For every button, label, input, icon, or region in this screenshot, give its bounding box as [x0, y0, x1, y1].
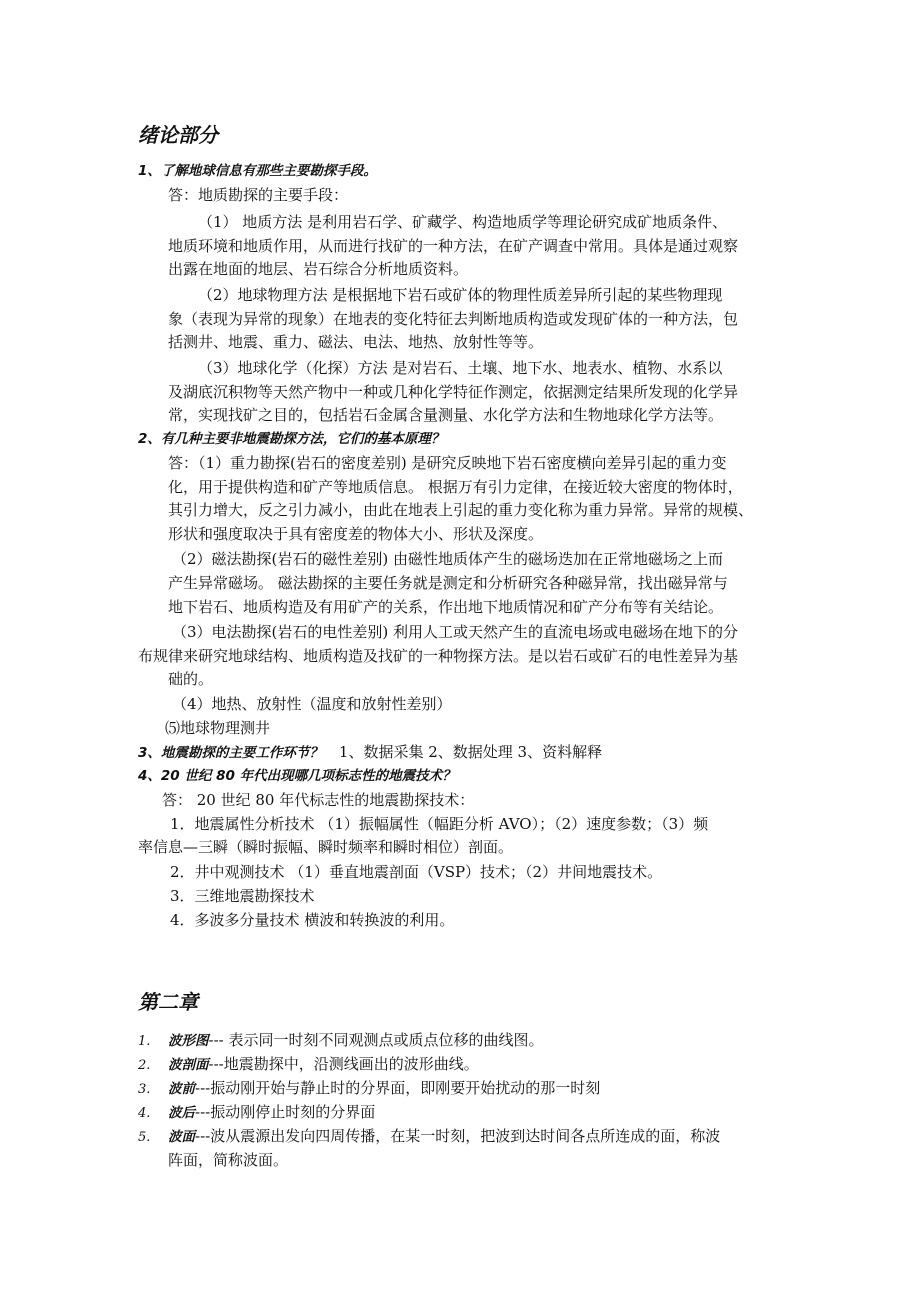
question-number: 3、: [138, 745, 161, 761]
list-item: 3．三维地震勘探技术: [170, 887, 315, 905]
paragraph-line: 率信息—三瞬（瞬时振幅、瞬时频率和瞬时相位）剖面。: [138, 838, 514, 856]
paragraph-line: 常，实现找矿之目的，包括岩石金属含量测量、水化学方法和生物地球化学方法等。: [168, 406, 724, 424]
answer-intro: 答： 20 世纪 80 年代标志性的地震勘探技术：: [162, 791, 475, 809]
paragraph-line: 阵面，简称波面。: [168, 1151, 289, 1169]
paragraph-line: 化，用于提供构造和矿产等地质信息。 根据万有引力定律，在接近较大密度的物体时，: [168, 478, 743, 496]
paragraph-line: 地质环境和地质作用，从而进行找矿的一种方法，在矿产调查中常用。具体是通过观察: [168, 237, 739, 255]
paragraph-line: 答：（1）重力勘探(岩石的密度差别) 是研究反映地下岩石密度横向差异引起的重力变: [168, 454, 727, 472]
paragraph-line: （3）电法勘探(岩石的电性差别) 利用人工或天然产生的直流电场或电磁场在地下的分: [172, 623, 739, 641]
section-title: 第二章: [138, 990, 198, 1014]
paragraph-line: 及湖底沉积物等天然产物中一种或几种化学特征作测定，依据测定结果所发现的化学异: [168, 383, 739, 401]
term-name: 波形图: [168, 1033, 209, 1049]
term-name: 波剖面: [168, 1057, 209, 1073]
question-number: 1、: [138, 163, 161, 179]
list-item: 4．多波多分量技术 横波和转换波的利用。: [170, 911, 455, 929]
question-answer: 1、数据采集 2、数据处理 3、资料解释: [338, 743, 603, 761]
term-definition: ---振动刚开始与静止时的分界面，即刚要开始扰动的那一时刻: [195, 1079, 601, 1097]
paragraph-line: （2）地球物理方法 是根据地下岩石或矿体的物理性质差异所引起的某些物理现: [198, 286, 723, 304]
paragraph-line: 础的。: [168, 670, 214, 688]
paragraph-line: ⑸地球物理测井: [165, 719, 271, 737]
list-item: [138, 1101, 375, 1125]
question-text: 有几种主要非地震勘探方法，它们的基本原理？: [160, 431, 445, 447]
list-item: [138, 1125, 720, 1149]
list-item: [138, 1053, 479, 1077]
paragraph-line: （1） 地质方法 是利用岩石学、矿藏学、构造地质学等理论研究成矿地质条件、: [198, 213, 728, 231]
term-definition: --- 表示同一时刻不同观测点或质点位移的曲线图。: [208, 1031, 544, 1049]
section-title: 绪论部分: [138, 123, 218, 147]
term-definition: ---波从震源出发向四周传播，在某一时刻，把波到达时间各点所连成的面，称波: [195, 1127, 721, 1145]
term-definition: ---振动刚停止时刻的分界面: [195, 1103, 376, 1121]
paragraph-line: 地下岩石、地质构造及有用矿产的关系，作出地下地质情况和矿产分布等有关结论。: [168, 598, 724, 616]
question-heading: [138, 160, 377, 182]
question-heading: [138, 765, 456, 787]
paragraph-line: 其引力增大，反之引力减小，由此在地表上引起的重力变化称为重力异常。异常的规模、: [168, 501, 754, 519]
term-name: 波后: [168, 1105, 195, 1121]
term-name: 波面: [168, 1129, 195, 1145]
answer-intro: 答：地质勘探的主要手段：: [168, 186, 349, 204]
question-heading: [138, 428, 444, 450]
question-heading: [138, 741, 602, 764]
list-item: [138, 1029, 543, 1053]
term-number: 4.: [138, 1106, 151, 1121]
list-item: [138, 1077, 600, 1101]
question-text: 了解地球信息有那些主要勘探手段。: [160, 163, 377, 179]
paragraph-line: 出露在地面的地层、岩石综合分析地质资料。: [168, 260, 469, 278]
paragraph-line: 括测井、地震、重力、磁法、电法、地热、放射性等等。: [168, 333, 544, 351]
paragraph-line: 形状和强度取决于具有密度差的物体大小、形状及深度。: [168, 525, 544, 543]
paragraph-line: 象（表现为异常的现象）在地表的变化特征去判断地质构造或发现矿体的一种方法，包: [168, 310, 739, 328]
term-definition: ---地震勘探中，沿测线画出的波形曲线。: [208, 1055, 479, 1073]
paragraph-line: 产生异常磁场。 磁法勘探的主要任务就是测定和分析研究各种磁异常，找出磁异常与: [168, 574, 728, 592]
question-text: 20 世纪 80 年代出现哪几项标志性的地震技术？: [160, 768, 456, 784]
term-number: 2.: [138, 1058, 151, 1073]
paragraph-line: （4）地热、放射性（温度和放射性差别）: [172, 695, 452, 713]
question-text: 地震勘探的主要工作环节？: [160, 745, 323, 761]
term-number: 3.: [138, 1082, 151, 1097]
paragraph-line: （3）地球化学（化探）方法 是对岩石、土壤、地下水、地表水、植物、水系以: [198, 359, 723, 377]
term-number: 1.: [138, 1034, 151, 1049]
paragraph-line: 布规律来研究地球结构、地质构造及找矿的一种物探方法。是以岩石或矿石的电性差异为基: [138, 647, 739, 665]
question-number: 2、: [138, 431, 161, 447]
paragraph-line: （2）磁法勘探(岩石的磁性差别) 由磁性地质体产生的磁场迭加在正常地磁场之上而: [172, 550, 724, 568]
paragraph-line: 1．地震属性分析技术 （1）振幅属性（幅距分析 AVO）；（2）速度参数；（3）频: [170, 815, 709, 833]
term-number: 5.: [138, 1130, 151, 1145]
term-name: 波前: [168, 1081, 195, 1097]
question-number: 4、: [138, 768, 161, 784]
list-item: 2．井中观测技术 （1）垂直地震剖面（VSP）技术；（2）井间地震技术。: [170, 863, 663, 881]
